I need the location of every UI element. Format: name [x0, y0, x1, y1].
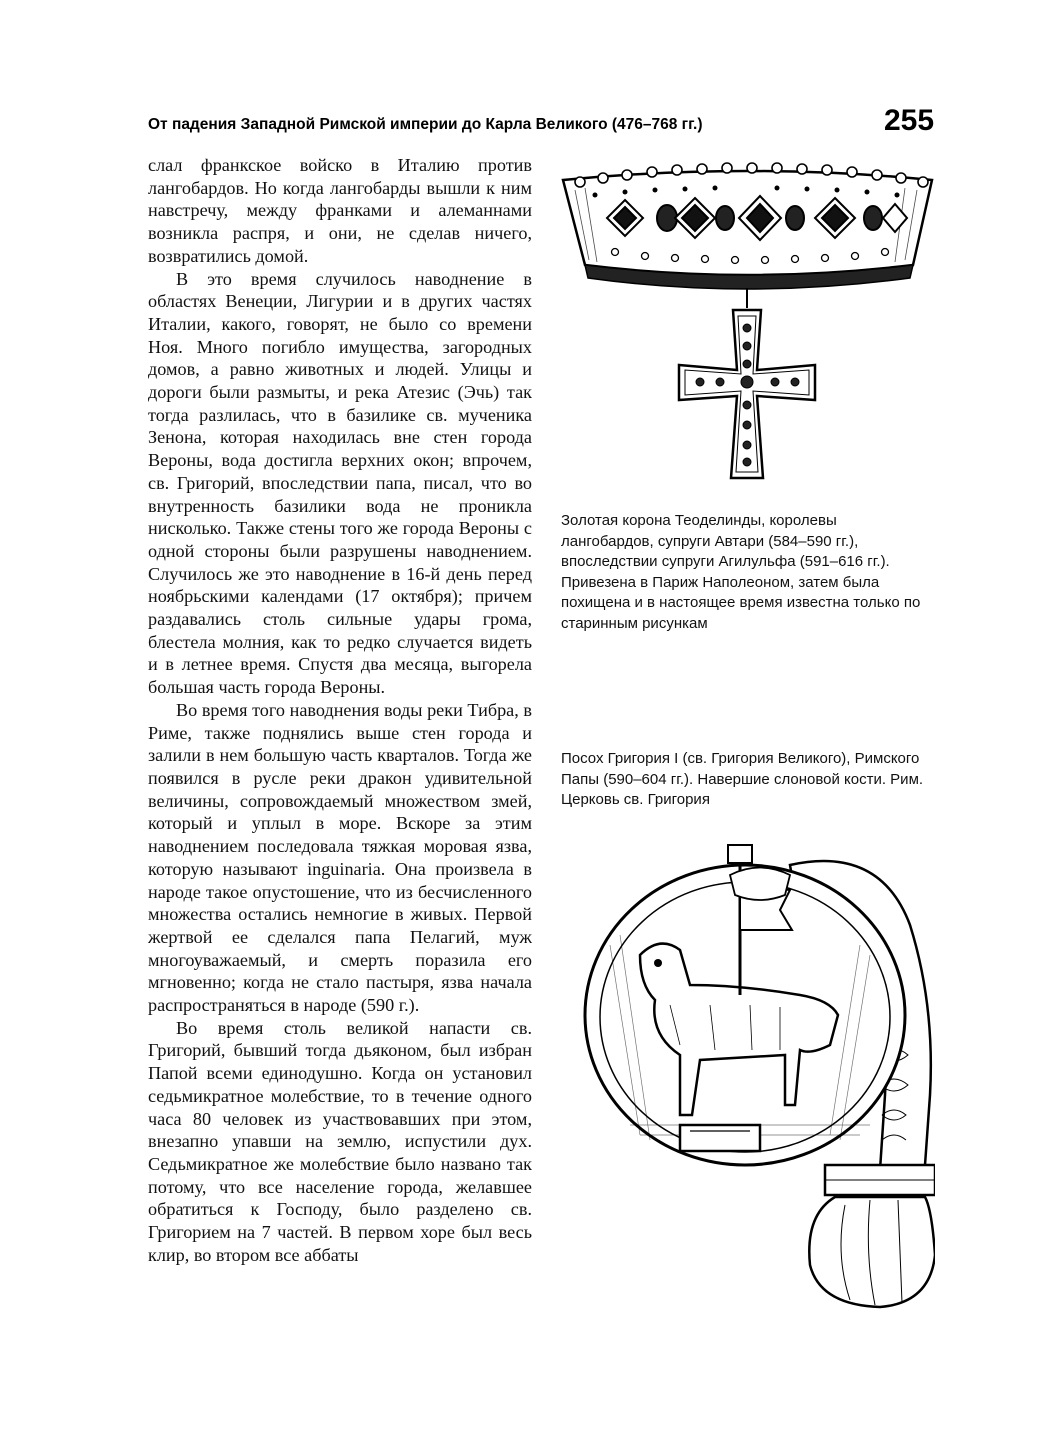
paragraph: слал франкское войско в Италию против лангобардов. Но когда лангобарды вышли к ним навстречу, между франками и алеманнами возникла распря, и они, не сделав ничего, возвратились домой. — [148, 155, 532, 266]
crown-illustration — [555, 160, 940, 520]
page-number: 255 — [884, 104, 935, 137]
main-text-column — [148, 154, 532, 1266]
paragraph: В это время случилось наводнение в областях Венеции, Лигурии и в других частях Италии, какого, говорят, не было со времени Ноя. Много погибло имущества, загородных домов, а равно животных и людей. Улицы и дороги были размыты, и река Атезис (Эчь) так тогда разлилась, что в базилике св. мученика Зенона, которая находилась вне стен города Вероны, вода достигла верхних окон; впрочем, св. Григорий, впоследствии папа, писал, что во внутренность базилики вода не проникла нисколько. Также стены того же города Вероны с одной стороны были разрушены наводнением. Случилось же это наводнение в 16-й день перед ноябрьскими календами (17 октября); причем раздавались столь сильные удары грома, блестела молния, как то редко случается видеть и в летнее время. Спустя два месяца, выгорела большая часть города Вероны. — [148, 268, 532, 698]
paragraph: Во время того наводнения воды реки Тибра, в Риме, также поднялись выше стен города и залили в нем большую часть кварталов. Тогда же появился в русле реки дракон удивительной величины, сопровождаемый множеством змей, который и уплыл в море. Вскоре за этим наводнением последовала тяжкая моровая язва, которую называют inguinaria. Она произвела в народе такое опустошение, что из бесчисленного множества остались немногие в живых. Первой жертвой ее сделался папа Пелагий, муж многоуважаемый, и смерть поразила его мгновенно; когда не стало пастыря, язва начала распространяться в народе (590 г.). — [148, 699, 532, 1016]
crozier-illustration — [580, 835, 935, 1315]
running-header: От падения Западной Римской империи до Карла Великого (476–768 гг.) — [148, 116, 703, 133]
crown-caption: Золотая корона Теоделинды, королевы лангобардов, супруги Автари (584–590 гг.), впоследствии супруги Агилульфа (591–616 гг.). Привезена в Париж Наполеоном, затем была похищена и в настоящее время известна только по старинным рисункам — [561, 512, 921, 632]
staff-caption: Посох Григория I (св. Григория Великого), Римского Папы (590–604 гг.). Навершие слоновой кости. Рим. Церковь св. Григория — [561, 750, 924, 808]
paragraph: Во время столь великой напасти св. Григорий, бывший тогда дьяконом, был избран Папой всеми единодушно. Когда он установил седьмикратное молебствие, то в течение одного часа 80 человек из участвовавших при этом, внезапно упавши на землю, испустили дух. Седьмикратное же молебствие было названо так потому, что все население города, желавшее обратиться к Господу, было разделено св. Григорием на 7 частей. В первом хоре был весь клир, во втором все аббаты — [148, 1017, 532, 1265]
